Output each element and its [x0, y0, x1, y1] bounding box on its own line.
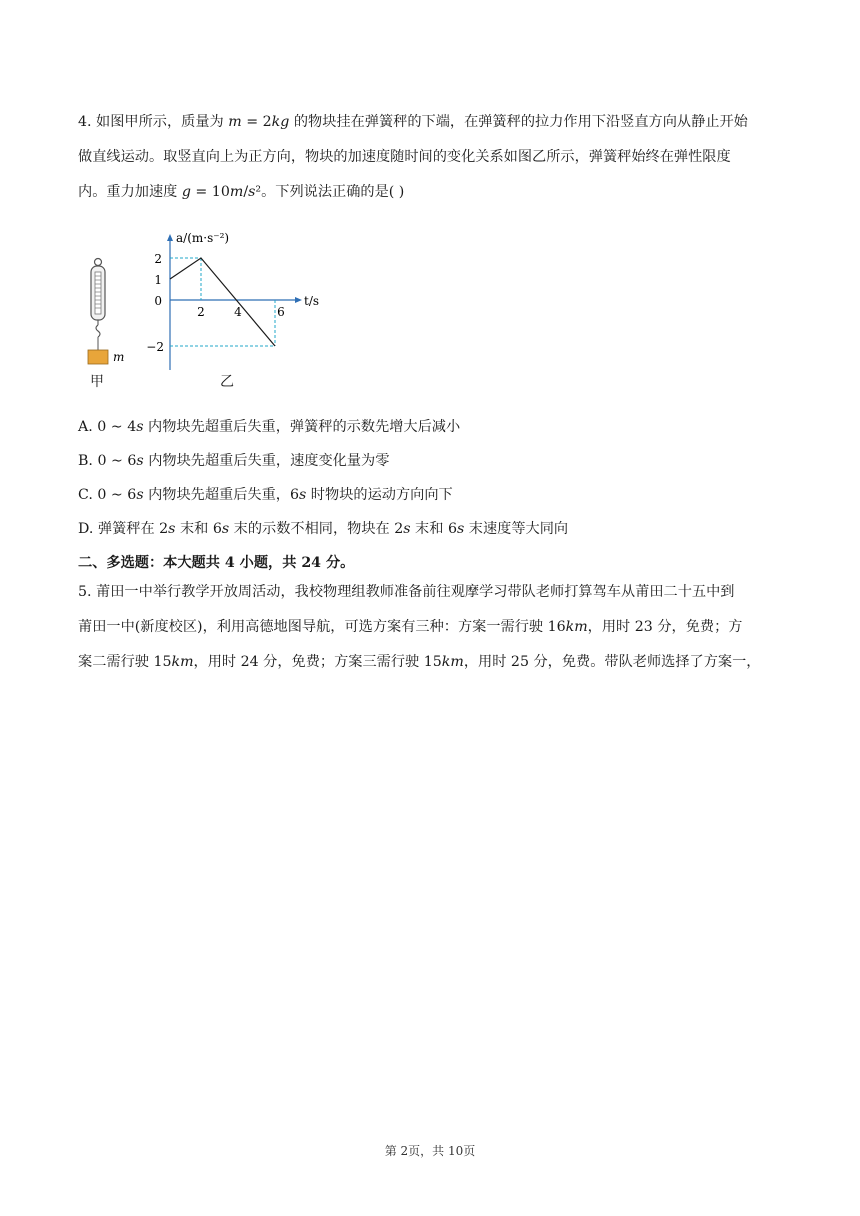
section-2-heading: 二、多选题：本大题共 4 小题，共 24 分。	[78, 555, 355, 571]
x-tick-6: 6	[277, 305, 285, 319]
y-tick-0: 0	[154, 294, 162, 308]
acceleration-curve	[170, 258, 275, 346]
spring-scale-icon	[91, 259, 105, 351]
y-tick-neg2: −2	[146, 340, 164, 354]
acceleration-graph	[146, 231, 319, 370]
x-axis-arrow	[295, 297, 302, 303]
page-footer: 第 2页，共 10页	[384, 1144, 476, 1158]
option-a: A. 0 ∼ 4𝑠 内物块先超重后失重，弹簧秤的示数先增大后减小	[78, 419, 461, 435]
question-4-text	[78, 105, 784, 210]
y-tick-1: 1	[154, 273, 162, 287]
mass-label: m	[113, 350, 125, 364]
figure-svg	[80, 226, 320, 396]
question-5-line-3: 案二需行驶 15𝑘𝑚，用时 24 分，免费；方案三需行驶 15𝑘𝑚，用时 25 分，免费。带队老师选择了方案一，	[78, 654, 761, 670]
y-axis-arrow	[167, 234, 173, 241]
figure-label-jia: 甲	[90, 374, 104, 390]
x-tick-2: 2	[197, 305, 205, 319]
question-5-text	[78, 575, 784, 680]
y-tick-2: 2	[154, 252, 162, 266]
x-axis-label: t/s	[304, 294, 320, 308]
option-b: B. 0 ∼ 6𝑠 内物块先超重后失重，速度变化量为零	[78, 453, 390, 469]
question-4-figure	[80, 226, 320, 396]
mass-block	[88, 350, 108, 364]
x-tick-4: 4	[234, 305, 242, 319]
question-4-line-3: 内。重力加速度 𝑔 = 10𝑚/𝑠²。下列说法正确的是( )	[78, 184, 405, 200]
question-4-line-2: 做直线运动。取竖直向上为正方向，物块的加速度随时间的变化关系如图乙所示，弹簧秤始终在弹性限度	[78, 149, 731, 165]
option-d: D. 弹簧秤在 2𝑠 末和 6𝑠 末的示数不相同，物块在 2𝑠 末和 6𝑠 末速度等大同向	[78, 521, 569, 537]
figure-label-yi: 乙	[220, 374, 234, 390]
question-4-line-1: 4. 如图甲所示，质量为 𝑚 = 2𝑘𝑔 的物块挂在弹簧秤的下端，在弹簧秤的拉力作用下沿竖直方向从静止开始	[78, 114, 748, 130]
y-axis-label: a/(m·s⁻²)	[176, 231, 230, 245]
question-5-line-2: 莆田一中(新度校区)，利用高德地图导航，可选方案有三种：方案一需行驶 16𝑘𝑚，用时 23 分，免费；方	[78, 619, 743, 635]
question-5-line-1: 5. 莆田一中举行教学开放周活动，我校物理组教师准备前往观摩学习带队老师打算驾车从莆田二十五中到	[78, 584, 735, 600]
option-c: C. 0 ∼ 6𝑠 内物块先超重后失重，6𝑠 时物块的运动方向向下	[78, 487, 453, 503]
